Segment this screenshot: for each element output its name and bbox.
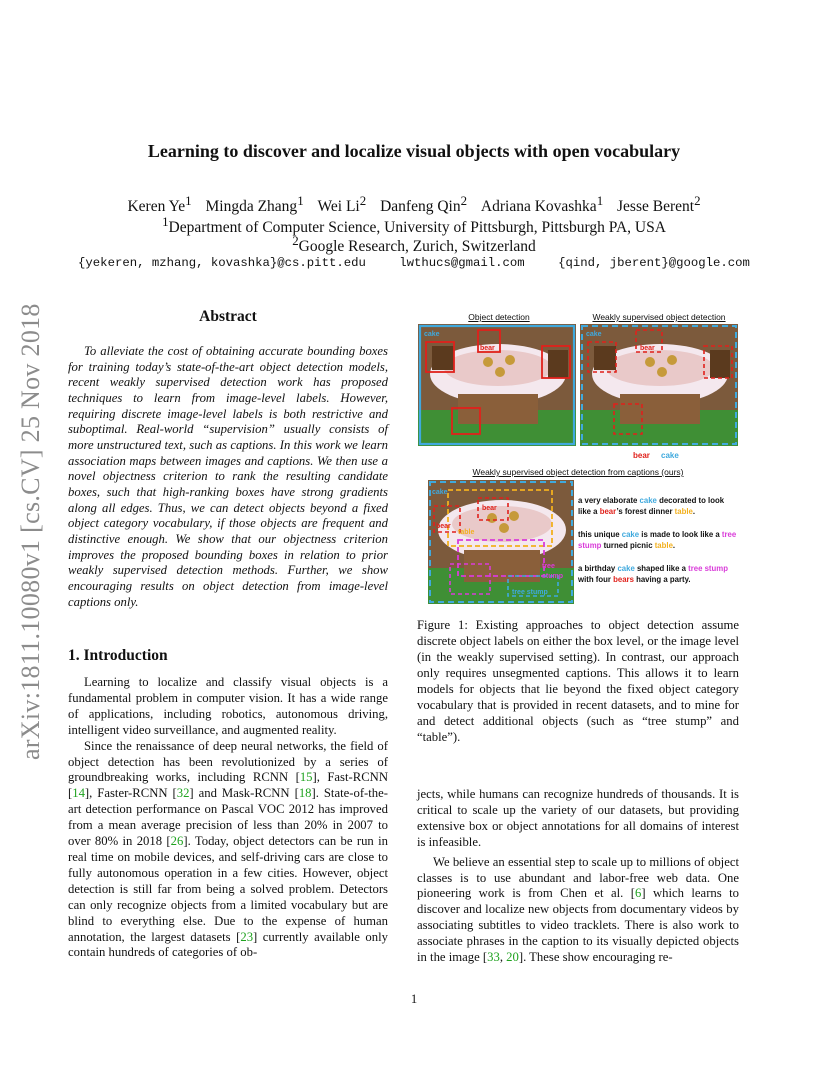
- author: Jesse Berent$^2$: [617, 193, 701, 216]
- abstract-text: To alleviate the cost of obtaining accurate bounding boxes for training today’s state-of-the-art object detection models, recent weakly supervised detection work has proposed techniques to learn from image-level labels. However, requiring discrete image-level labels is both restrictive and suboptimal. Real-world “supervision” usually consists of more unstructured text, such as captions. In this work we learn association maps between images and captions. We then use a novel objectness criterion to rank the resulting candidate boxes, such that high-ranking boxes have strong gradients along all edges. Thus, we can detect objects beyond a fixed object category vocabulary, if those objects are frequent and distinctive enough. We show that our objectness criterion improves the proposed bounding boxes in relation to prior weakly supervised detection methods. Further, we show encouraging results on object detection from image-level captions only.: [68, 344, 388, 609]
- citation-link[interactable]: 23: [240, 929, 254, 944]
- box-label: table: [458, 529, 475, 536]
- paragraph: We believe an essential step to scale up to millions of object classes is to use abundant and labor-free web data. One pioneering work is from Chen et al. [6] which learns to discover and localize new objects from documentary videos by associating subtitles to video tracklets. There is also work to associate phrases in the caption to its visually depicted objects in the image [33, 20]. These show encouraging re-: [417, 854, 739, 965]
- section-heading: 1. Introduction: [68, 647, 168, 664]
- citation-link[interactable]: 33: [487, 950, 500, 965]
- arxiv-stamp: arXiv:1811.10080v1 [cs.CV] 25 Nov 2018: [16, 303, 45, 760]
- cake-photo-weakly-supervised: [580, 324, 738, 446]
- email: {qind, jberent}@google.com: [558, 256, 750, 270]
- figure-caption-example: a very elaborate cake decorated to look like a bear’s forest dinner table.: [578, 496, 725, 516]
- box-label: bear: [436, 523, 451, 530]
- author: Adriana Kovashka$^1$: [480, 193, 604, 216]
- figure-caption: Figure 1: Existing approaches to object detection assume discrete object labels on either the box level, or the image level (in the weakly supervised setting). In contrast, our approach only requires unsegmented captions. This allows it to learn models for objects that lie beyond the fixed object category vocabulary that is provided in recent datasets, and to mine for and detect additional objects (such as “tree stump” and “table”).: [417, 618, 739, 744]
- cake-photo-ours: [428, 480, 574, 604]
- intro-body: [68, 675, 388, 961]
- author: Mingda Zhang$^1$: [205, 193, 304, 216]
- paragraph: Since the renaissance of deep neural networks, the field of object detection has been revolutionized by a series of groundbreaking works, including RCNN [15], Fast-RCNN [14], Faster-RCNN [32] and Mask-RCNN [18]. State-of-the-art detection performance on Pascal VOC 2012 has improved from a mean average precision of less than 20% in 2007 to over 80% in 2018 [26]. Today, object detectors can be run in real time on mobile devices, and self-driving cars are close to fully autonomous operation in a few cities. However, object detection is still far from being a solved problem. Detectors can only recognize objects from a limited vocabulary but are blind to everything else. Due to the expense of human annotation, the largest datasets [23] currently available only contain hundreds of categories of ob-: [68, 738, 388, 960]
- box-label: bear: [640, 345, 655, 352]
- paragraph: Learning to localize and classify visual objects is a fundamental problem in computer vision. It has a wide range of applications, including robotics, autonomous driving, intelligent video surveillance, and augmented reality.: [68, 675, 388, 737]
- figure-caption-example: a birthday cake shaped like a tree stump with four bears having a party.: [578, 564, 728, 584]
- paper-title: Learning to discover and localize visual objects with open vocabulary: [147, 141, 681, 161]
- author: Wei Li$^2$: [317, 193, 367, 216]
- figure-label: Object detection: [468, 312, 530, 322]
- affiliation: $^2$Google Research, Zurich, Switzerland: [292, 233, 536, 256]
- box-label: bear: [480, 345, 495, 352]
- abstract-heading: Abstract: [199, 308, 257, 325]
- author-list: [0, 193, 828, 216]
- author: Keren Ye$^1$: [127, 193, 192, 216]
- email: lwthucs@gmail.com: [399, 256, 525, 270]
- author: Danfeng Qin$^2$: [380, 193, 468, 216]
- paragraph: jects, while humans can recognize hundreds of thousands. It is critical to scale up the variety of our datasets, but providing extensive box or object annotations for all domains of interest is infeasible.: [417, 787, 739, 849]
- citation-link[interactable]: 26: [170, 834, 184, 849]
- right-column-body: [417, 787, 739, 966]
- box-label: bear: [482, 505, 497, 512]
- figure-label: Weakly supervised object detection: [592, 312, 726, 322]
- box-label: cake: [586, 331, 602, 338]
- citation-link[interactable]: 32: [176, 786, 190, 801]
- box-label: cake: [424, 331, 440, 338]
- cake-photo-object-detection: [418, 324, 576, 446]
- citation-link[interactable]: 14: [72, 786, 85, 801]
- email: {yekeren, mzhang, kovashka}@cs.pitt.edu: [78, 256, 366, 270]
- citation-link[interactable]: 15: [299, 770, 313, 785]
- figure-label: Weakly supervised object detection from captions (ours): [472, 467, 684, 477]
- box-label: cake: [432, 489, 448, 496]
- figure-caption-example: this unique cake is made to look like a tree stump turned picnic table.: [578, 530, 737, 550]
- box-label: tree stump: [512, 589, 548, 596]
- legend-item: bear: [633, 451, 650, 460]
- legend-item: cake: [661, 451, 679, 460]
- citation-link[interactable]: 20: [506, 950, 519, 965]
- box-label: tree: [542, 563, 555, 570]
- citation-link[interactable]: 6: [634, 886, 642, 901]
- email-list: [0, 256, 828, 270]
- page-number: 1: [410, 992, 418, 1006]
- citation-link[interactable]: 18: [298, 786, 312, 801]
- affiliation: $^1$Department of Computer Science, University of Pittsburgh, Pittsburgh PA, USA: [162, 214, 666, 237]
- box-label: stump: [542, 573, 563, 580]
